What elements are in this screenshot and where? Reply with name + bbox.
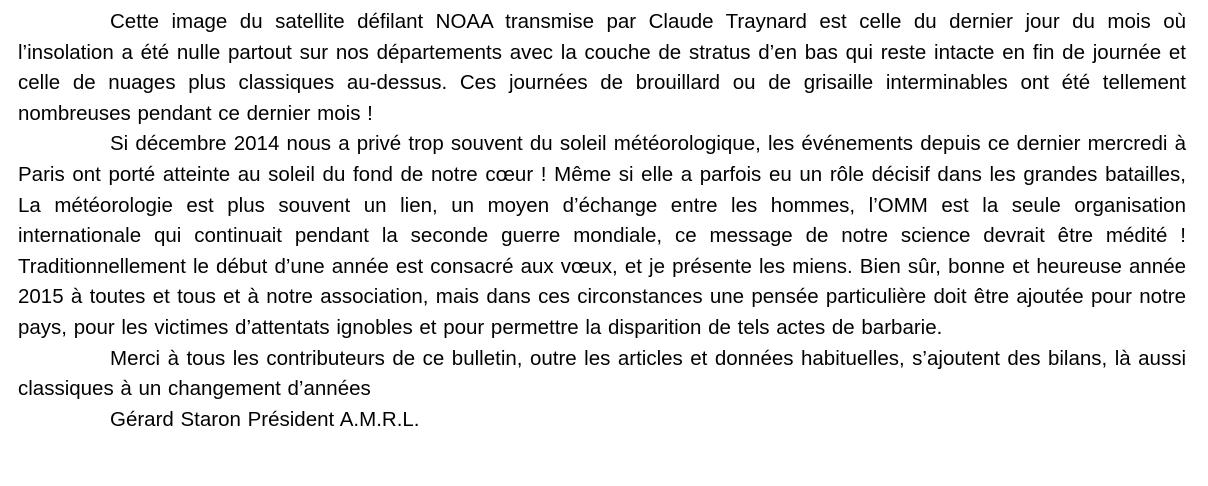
signature: Gérard Staron Président A.M.R.L. [110,407,420,431]
paragraph-satellite-image: Cette image du satellite défilant NOAA transmise par Claude Traynard est celle du dernier jour du mois où l’insolation a été nulle partout sur nos départements avec la couche de stratus d’en bas qui reste intacte en fin de journée et celle de nuages plus classiques au-dessus. Ces journées de brouillard ou de grisaille interminables ont été tellement nombreuses pendant ce dernier mois ! [18,10,1186,125]
paragraph-december-events: Si décembre 2014 nous a privé trop souvent du soleil météorologique, les événements depuis ce dernier mercredi à Paris ont porté atteinte au soleil du fond de notre cœur ! Même si elle a parfois eu un rôle décisif dans les grandes batailles, La météorologie est plus souvent un lien, un moyen d’échange entre les hommes, l’OMM est la seule organisation internationale qui continuait pendant la seconde guerre mondiale, ce message de notre science devrait être médité ! Traditionnellement le début d’une année est consacré aux vœux, et je présente les miens. Bien sûr, bonne et heureuse année 2015 à toutes et tous et à notre association, mais dans ces circonstances une pensée particulière doit être ajoutée pour notre pays, pour les victimes d’attentats ignobles et pour permettre la disparition de tels actes de barbarie. [18,132,1186,339]
paragraph-thanks: Merci à tous les contributeurs de ce bulletin, outre les articles et données habituelles, s’ajoutent des bilans, là aussi classiques à un changement d’années [18,346,1186,401]
